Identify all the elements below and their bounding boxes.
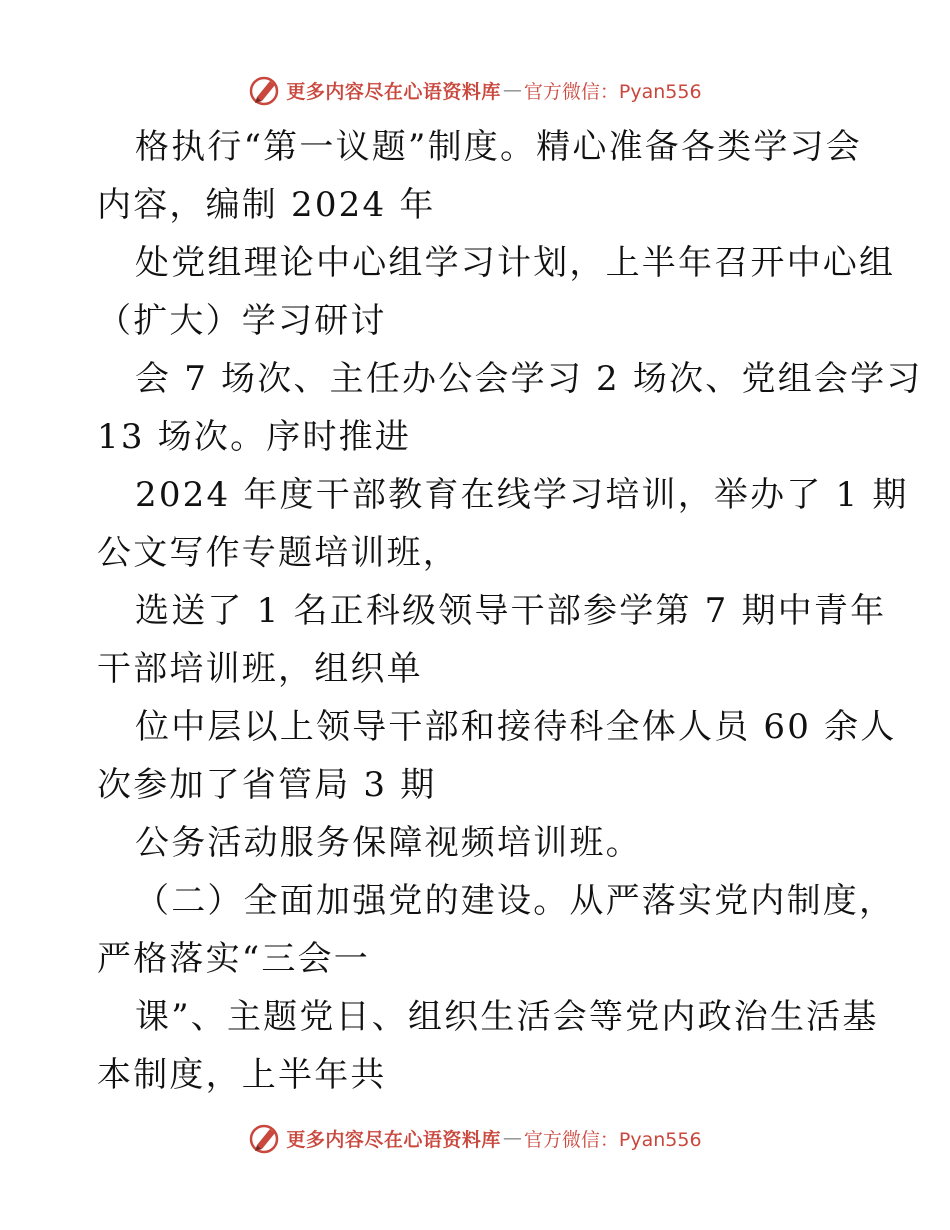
watermark-contact: 官方微信：Pyan556 [523, 1128, 702, 1151]
watermark-contact: 官方微信：Pyan556 [523, 80, 702, 103]
watermark-dash: — [502, 79, 522, 101]
text-line: 公务活动服务保障视频培训班。 [135, 823, 642, 863]
text-line: 处党组理论中心组学习计划，上半年召开中心组 [135, 243, 896, 283]
watermark-dash: — [502, 1127, 522, 1149]
text-line: 公文写作专题培训班， [97, 533, 459, 573]
text-line: 13 场次。序时推进 [97, 417, 412, 457]
text-line: （扩大）学习研讨 [97, 301, 387, 341]
watermark-site-text: 更多内容尽在心语资料库 [286, 80, 501, 103]
pen-logo-icon [248, 1121, 282, 1155]
pen-logo-icon [248, 73, 282, 107]
text-line: 本制度，上半年共 [97, 1055, 387, 1095]
text-line: 内容，编制 2024 年 [97, 185, 436, 225]
text-line: 干部培训班，组织单 [97, 649, 423, 689]
watermark-header [0, 70, 950, 110]
text-line: 课”、主题党日、组织生活会等党内政治生活基 [135, 997, 879, 1037]
text-line: 2024 年度干部教育在线学习培训，举办了 1 期 [135, 475, 909, 515]
text-line: 次参加了省管局 3 期 [97, 765, 437, 805]
text-line: （二）全面加强党的建设。从严落实党内制度， [135, 881, 896, 921]
text-line: 选送了 1 名正科级领导干部参学第 7 期中青年 [135, 591, 887, 631]
text-line: 格执行“第一议题”制度。精心准备各类学习会 [135, 127, 862, 167]
text-line: 严格落实“三会一 [97, 939, 370, 979]
text-line: 会 7 场次、主任办公会学习 2 场次、党组会学习 [135, 359, 923, 399]
watermark-footer [0, 1118, 950, 1158]
watermark-site-text: 更多内容尽在心语资料库 [286, 1128, 501, 1151]
text-line: 位中层以上领导干部和接待科全体人员 60 余人 [135, 707, 897, 747]
document-body [97, 118, 923, 1104]
